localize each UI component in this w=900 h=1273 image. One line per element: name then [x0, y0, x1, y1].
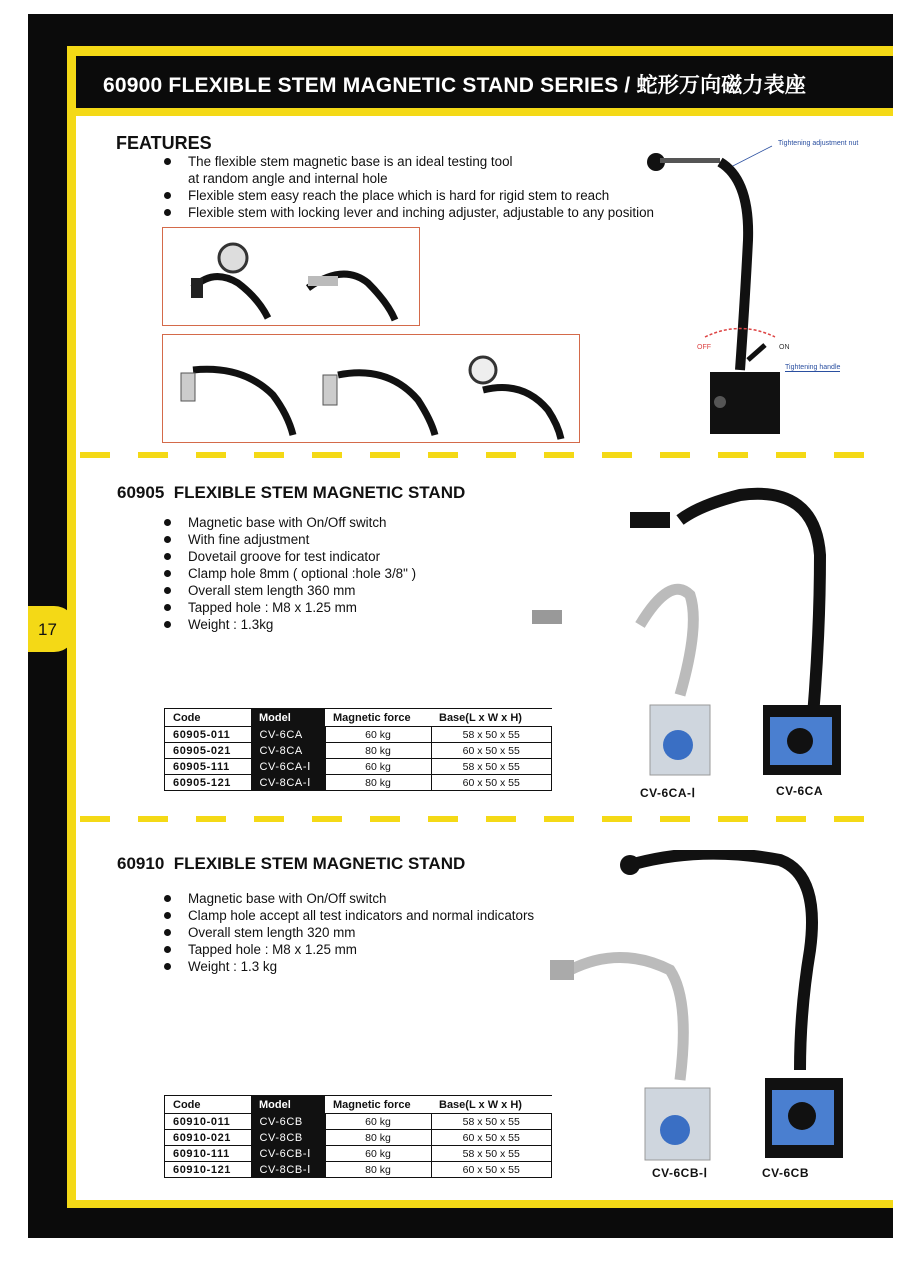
s60905-features — [162, 514, 416, 633]
cell-code: 60910-011 — [165, 1114, 252, 1130]
cell-code: 60905-121 — [165, 775, 252, 791]
cell-force: 60 kg — [325, 1114, 431, 1130]
list-item: Dovetail groove for test indicator — [162, 548, 416, 565]
cell-force: 80 kg — [325, 1162, 431, 1178]
cell-base: 60 x 50 x 55 — [431, 1162, 552, 1178]
cell-base: 58 x 50 x 55 — [431, 1114, 552, 1130]
product-caption: CV-6CB — [762, 1166, 810, 1180]
flexible-stand-diagram — [640, 140, 880, 440]
section-divider — [80, 816, 880, 822]
table-row — [165, 1130, 552, 1146]
section-code: 60910 — [117, 854, 165, 873]
list-item: at random angle and internal hole — [188, 171, 388, 186]
list-item: With fine adjustment — [162, 531, 416, 548]
list-item: Overall stem length 320 mm — [162, 924, 534, 941]
cell-force: 60 kg — [325, 727, 431, 743]
product-photo-60910 — [540, 850, 870, 1165]
cell-base: 58 x 50 x 55 — [431, 1146, 552, 1162]
usage-photo-box-1 — [162, 227, 420, 326]
list-item: Clamp hole 8mm ( optional :hole 3/8" ) — [162, 565, 416, 582]
label-on: ON — [779, 344, 790, 351]
col-header: Base(L x W x H) — [431, 709, 552, 727]
list-item: Flexible stem with locking lever and inching adjuster, adjustable to any position — [162, 204, 654, 221]
list-item: Clamp hole accept all test indicators and normal indicators — [162, 907, 534, 924]
table-row — [165, 727, 552, 743]
col-header: Code — [165, 709, 252, 727]
cell-model: CV-8CB — [251, 1130, 325, 1146]
product-caption: CV-6CA-Ⅰ — [640, 786, 696, 800]
s60910-features — [162, 890, 534, 975]
col-header: Base(L x W x H) — [431, 1096, 552, 1114]
product-caption: CV-6CA — [776, 784, 824, 798]
section-name: FLEXIBLE STEM MAGNETIC STAND — [173, 483, 466, 502]
label-off: OFF — [697, 344, 711, 351]
cell-code: 60905-021 — [165, 743, 252, 759]
cell-model: CV-6CB — [251, 1114, 325, 1130]
section-title-60910 — [117, 854, 465, 874]
label-tightening-nut: Tightening adjustment nut — [778, 140, 859, 147]
col-header: Model — [251, 709, 325, 727]
usage-photo-box-2 — [162, 334, 580, 443]
label-tightening-handle: Tightening handle — [785, 364, 841, 371]
features-list — [162, 153, 654, 221]
cell-code: 60910-021 — [165, 1130, 252, 1146]
usage-photo-2 — [163, 335, 579, 442]
cell-force: 60 kg — [325, 1146, 431, 1162]
list-item: The flexible stem magnetic base is an ideal testing tool — [162, 153, 654, 170]
cell-model: CV-6CA — [251, 727, 325, 743]
col-header: Magnetic force — [325, 1096, 431, 1114]
cell-model: CV-6CA-Ⅰ — [251, 759, 325, 775]
section-code: 60905 — [117, 483, 165, 502]
section-divider — [80, 452, 880, 458]
s60905-spec-table — [164, 708, 552, 791]
cell-force: 80 kg — [325, 775, 431, 791]
cell-base: 58 x 50 x 55 — [431, 759, 552, 775]
list-item: Tapped hole : M8 x 1.25 mm — [162, 599, 416, 616]
product-caption: CV-6CB-Ⅰ — [652, 1166, 708, 1180]
table-row — [165, 775, 552, 791]
table-header-row — [165, 1096, 552, 1114]
cell-base: 58 x 50 x 55 — [431, 727, 552, 743]
table-row — [165, 759, 552, 775]
list-item: Flexible stem easy reach the place which is hard for rigid stem to reach — [162, 187, 654, 204]
cell-base: 60 x 50 x 55 — [431, 743, 552, 759]
page-number: 17 — [38, 620, 57, 639]
table-row — [165, 1146, 552, 1162]
table-row — [165, 1162, 552, 1178]
cell-code: 60910-111 — [165, 1146, 252, 1162]
cell-model: CV-8CA — [251, 743, 325, 759]
list-item: Weight : 1.3kg — [162, 616, 416, 633]
list-item: Weight : 1.3 kg — [162, 958, 534, 975]
col-header: Code — [165, 1096, 252, 1114]
features-heading: FEATURES — [116, 133, 212, 153]
section-name: FLEXIBLE STEM MAGNETIC STAND — [173, 854, 466, 873]
list-item: Magnetic base with On/Off switch — [162, 514, 416, 531]
list-item: Magnetic base with On/Off switch — [162, 890, 534, 907]
usage-photo-1 — [163, 228, 419, 325]
cell-model: CV-8CB-Ⅰ — [251, 1162, 325, 1178]
section-title-60905 — [117, 483, 465, 503]
cell-code: 60910-121 — [165, 1162, 252, 1178]
table-header-row — [165, 709, 552, 727]
s60910-spec-table — [164, 1095, 552, 1178]
table-row — [165, 1114, 552, 1130]
list-item: Tapped hole : M8 x 1.25 mm — [162, 941, 534, 958]
cell-force: 80 kg — [325, 1130, 431, 1146]
list-item: Overall stem length 360 mm — [162, 582, 416, 599]
table-row — [165, 743, 552, 759]
cell-model: CV-6CB-Ⅰ — [251, 1146, 325, 1162]
product-photo-60905 — [520, 465, 860, 780]
cell-code: 60905-011 — [165, 727, 252, 743]
col-header: Model — [251, 1096, 325, 1114]
cell-force: 60 kg — [325, 759, 431, 775]
cell-base: 60 x 50 x 55 — [431, 775, 552, 791]
cell-base: 60 x 50 x 55 — [431, 1130, 552, 1146]
page-title: 60900 FLEXIBLE STEM MAGNETIC STAND SERIES / 蛇形万向磁力表座 — [103, 74, 807, 97]
col-header: Magnetic force — [325, 709, 431, 727]
cell-model: CV-8CA-Ⅰ — [251, 775, 325, 791]
cell-force: 80 kg — [325, 743, 431, 759]
cell-code: 60905-111 — [165, 759, 252, 775]
